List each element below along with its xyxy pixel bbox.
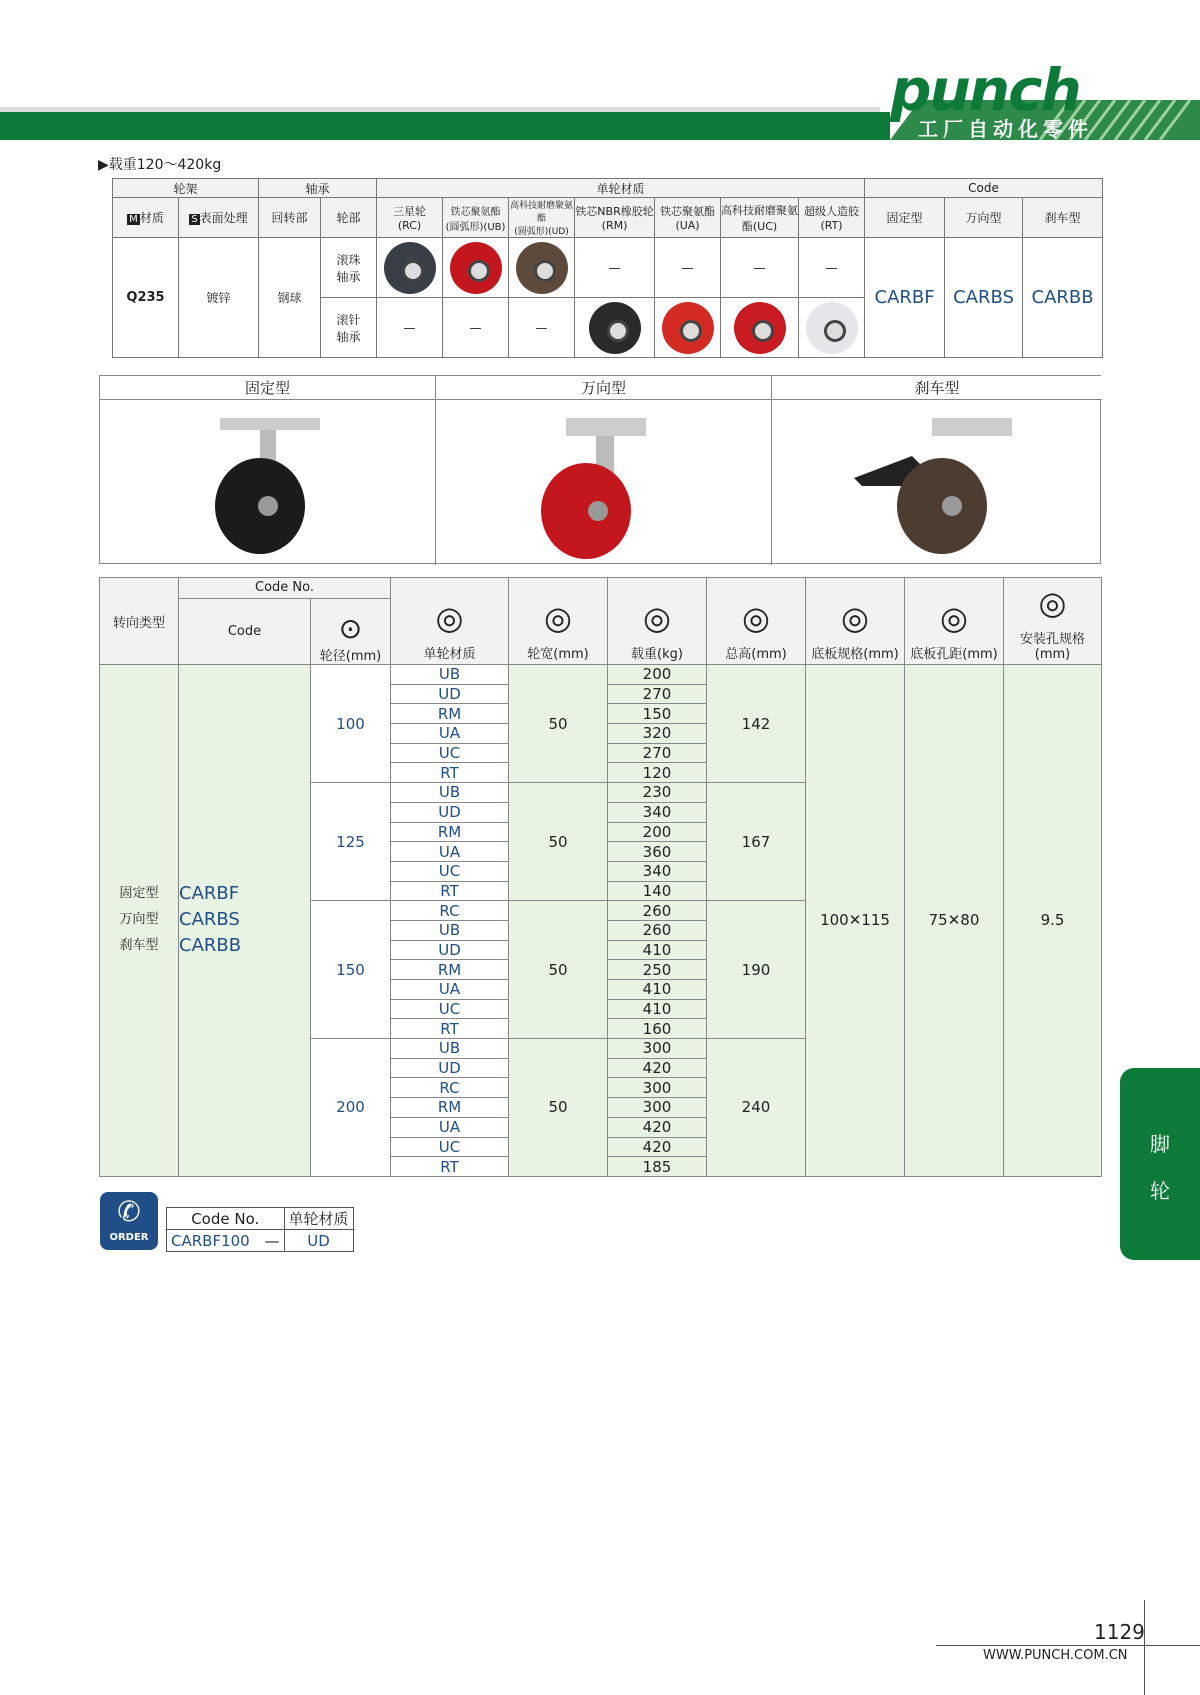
height-value: 240	[707, 1039, 806, 1177]
hole-value: 9.5	[1004, 665, 1102, 1177]
wheel-type: 高科技耐磨聚氨酯 (圆弧形)(UD)	[509, 198, 575, 238]
code-swivel: CARBS	[945, 238, 1023, 358]
head-code-no: Code No.	[179, 578, 391, 599]
load-value: 270	[608, 743, 707, 763]
wheel_mat-diagram-icon: ◎	[435, 599, 464, 637]
material-value: Q235	[113, 238, 179, 358]
head-base: ◎ 底板规格(mm)	[806, 578, 905, 665]
wheel-material-code: RT	[391, 1157, 509, 1177]
fixed-caster-panel: 固定型	[100, 376, 436, 565]
group-bearing: 轴承	[259, 179, 377, 198]
load-value: 410	[608, 940, 707, 960]
load-value: 150	[608, 704, 707, 724]
load-value: 420	[608, 1117, 707, 1137]
wheel-material-code: RM	[391, 1098, 509, 1118]
load-value: 200	[608, 665, 707, 685]
code-fixed: CARBF	[865, 238, 945, 358]
head-code: Code	[179, 598, 311, 664]
code-type: 刹车型	[1023, 198, 1103, 238]
wheel-material-code: UA	[391, 1117, 509, 1137]
wheel-material-code: RT	[391, 1019, 509, 1039]
footer-line	[936, 1645, 1200, 1646]
code-type: 万向型	[945, 198, 1023, 238]
page-number: 1129	[1094, 1620, 1145, 1644]
head-hole: ◎ 安装孔规格(mm)	[1004, 578, 1102, 665]
load-value: 300	[608, 1039, 707, 1059]
brake-caster-image	[852, 416, 1032, 561]
swivel-value: 钢球	[259, 238, 321, 358]
load-value: 410	[608, 980, 707, 1000]
load-value: 260	[608, 901, 707, 921]
wheel-type: 三星轮 (RC)	[377, 198, 443, 238]
code-type: 固定型	[865, 198, 945, 238]
wheel-material-code: UD	[391, 684, 509, 704]
height-diagram-icon: ◎	[742, 599, 770, 637]
order-example-table: Code No. 单轮材质 CARBF100 — UD	[166, 1207, 354, 1252]
order-material: UD	[284, 1230, 353, 1252]
wheel-material-code: UC	[391, 743, 509, 763]
pitch-diagram-icon: ◎	[940, 599, 968, 637]
wheel-img-rc	[377, 238, 443, 298]
pitch-value: 75✕80	[905, 665, 1004, 1177]
swivel-caster-image	[536, 416, 676, 561]
load-value: 120	[608, 763, 707, 783]
load-value: 270	[608, 684, 707, 704]
fixed-caster-image	[210, 416, 330, 556]
load-value: 360	[608, 842, 707, 862]
wheel-material-code: RT	[391, 881, 509, 901]
head-wheel_mat: ◎ 单轮材质	[391, 578, 509, 665]
diameter-value: 100	[311, 665, 391, 783]
hole-diagram-icon: ◎	[1038, 584, 1067, 622]
load-diagram-icon: ◎	[643, 599, 671, 637]
wheel-material-code: UA	[391, 980, 509, 1000]
footer-divider	[1144, 1600, 1145, 1695]
wheel-material-code: UA	[391, 842, 509, 862]
diameter-diagram-icon: ⊙	[338, 612, 363, 645]
load-value: 230	[608, 783, 707, 803]
section-title: ▶载重120～420kg	[98, 157, 222, 173]
wheel-material-code: UD	[391, 802, 509, 822]
wheel-type: 铁芯NBR橡胶轮 (RM)	[575, 198, 655, 238]
wheel-img-rt	[799, 298, 865, 358]
width-value: 50	[509, 901, 608, 1039]
diameter-value: 125	[311, 783, 391, 901]
width-diagram-icon: ◎	[544, 599, 572, 637]
load-value: 420	[608, 1058, 707, 1078]
order-icon: ✆ ORDER	[100, 1192, 158, 1250]
bearing-needle: 滚针轴承	[321, 298, 377, 358]
code-brake: CARBB	[1023, 238, 1103, 358]
wheel-type: 超级人造胶 (RT)	[799, 198, 865, 238]
height-value: 167	[707, 783, 806, 901]
type-list: 固定型 万向型 刹车型	[100, 665, 179, 1177]
wheel-material-code: RC	[391, 901, 509, 921]
width-value: 50	[509, 665, 608, 783]
wheel-material-code: UD	[391, 940, 509, 960]
code-list: CARBF CARBS CARBB	[179, 665, 311, 1177]
load-value: 300	[608, 1078, 707, 1098]
diameter-value: 200	[311, 1039, 391, 1177]
load-value: 300	[608, 1098, 707, 1118]
wheel-type: 铁芯聚氨酯 (圆弧形)(UB)	[443, 198, 509, 238]
wheel-material-code: UB	[391, 783, 509, 803]
wheel-img-ud	[509, 238, 575, 298]
wheel-material-code: UC	[391, 861, 509, 881]
wheel-img-uc	[721, 298, 799, 358]
brand-tagline: 工厂自动化零件	[918, 117, 1093, 141]
head-wheel-part: 轮部	[321, 198, 377, 238]
wheel-material-code: RM	[391, 822, 509, 842]
head-pitch: ◎ 底板孔距(mm)	[905, 578, 1004, 665]
load-value: 140	[608, 881, 707, 901]
load-value: 160	[608, 1019, 707, 1039]
width-value: 50	[509, 783, 608, 901]
surface-icon: S	[191, 214, 198, 225]
main-spec-table	[99, 577, 1102, 1177]
caster-images-panel	[99, 375, 1101, 564]
load-value: 260	[608, 920, 707, 940]
head-swivel: 回转部	[259, 198, 321, 238]
load-value: 250	[608, 960, 707, 980]
group-wheel: 单轮材质	[377, 179, 865, 198]
width-value: 50	[509, 1039, 608, 1177]
bearing-ball: 滚珠轴承	[321, 238, 377, 298]
head-width: ◎ 轮宽(mm)	[509, 578, 608, 665]
load-value: 200	[608, 822, 707, 842]
base-value: 100✕115	[806, 665, 905, 1177]
brake-caster-panel: 刹车型	[772, 376, 1102, 565]
diameter-value: 150	[311, 901, 391, 1039]
surface-value: 镀锌	[179, 238, 259, 358]
wheel-type: 铁芯聚氨酯 (UA)	[655, 198, 721, 238]
load-value: 340	[608, 802, 707, 822]
load-value: 340	[608, 861, 707, 881]
spec-table: 轮架 轴承 单轮材质 Code M 材质 S 表面处理 回转部 轮部 三星轮 (RC) 铁芯聚氨酯 (圆弧形)(UB) 高科技耐磨聚氨酯 (圆弧形)(UD) 铁芯NBR橡胶轮 (RM) 铁芯聚氨酯 (UA) 高科技耐磨聚氨 酯(UC) 超级人造胶 (RT) 固定型 万向型 刹车型 Q235 镀锌 钢球 滚珠轴承 — — — — CARBF CARBS CARBB 滚针轴承 — — —	[112, 178, 1103, 358]
group-frame: 轮架	[113, 179, 259, 198]
order-code: CARBF100	[171, 1231, 250, 1250]
wheel-material-code: RT	[391, 763, 509, 783]
wheel-material-code: RM	[391, 960, 509, 980]
wheel-material-code: UC	[391, 1137, 509, 1157]
wheel-material-code: UD	[391, 1058, 509, 1078]
swivel-caster-panel: 万向型	[436, 376, 772, 565]
brand-logo: punch	[890, 56, 1080, 124]
head-load: ◎ 载重(kg)	[608, 578, 707, 665]
head-height: ◎ 总高(mm)	[707, 578, 806, 665]
wheel-material-code: UB	[391, 1039, 509, 1059]
height-value: 190	[707, 901, 806, 1039]
group-code: Code	[865, 179, 1103, 198]
head-material: M 材质	[113, 198, 179, 238]
load-value: 320	[608, 724, 707, 744]
side-tab[interactable]: 脚 轮	[1120, 1068, 1200, 1260]
load-value: 185	[608, 1157, 707, 1177]
height-value: 142	[707, 665, 806, 783]
head-type: 转向类型	[100, 578, 179, 665]
website-url: WWW.PUNCH.COM.CN	[983, 1648, 1128, 1663]
wheel-material-code: RM	[391, 704, 509, 724]
wheel-material-code: UB	[391, 920, 509, 940]
wheel-img-ua	[655, 298, 721, 358]
wheel-img-ub	[443, 238, 509, 298]
load-value: 410	[608, 999, 707, 1019]
wheel-material-code: UA	[391, 724, 509, 744]
wheel-material-code: UB	[391, 665, 509, 685]
head-surface: S 表面处理	[179, 198, 259, 238]
base-diagram-icon: ◎	[841, 599, 869, 637]
wheel-img-rm	[575, 298, 655, 358]
head-diameter: ⊙ 轮径(mm)	[311, 598, 391, 664]
wheel-type: 高科技耐磨聚氨 酯(UC)	[721, 198, 799, 238]
wheel-material-code: UC	[391, 999, 509, 1019]
load-value: 420	[608, 1137, 707, 1157]
material-icon: M	[129, 214, 138, 225]
wheel-material-code: RC	[391, 1078, 509, 1098]
header-green-bar	[0, 112, 890, 140]
